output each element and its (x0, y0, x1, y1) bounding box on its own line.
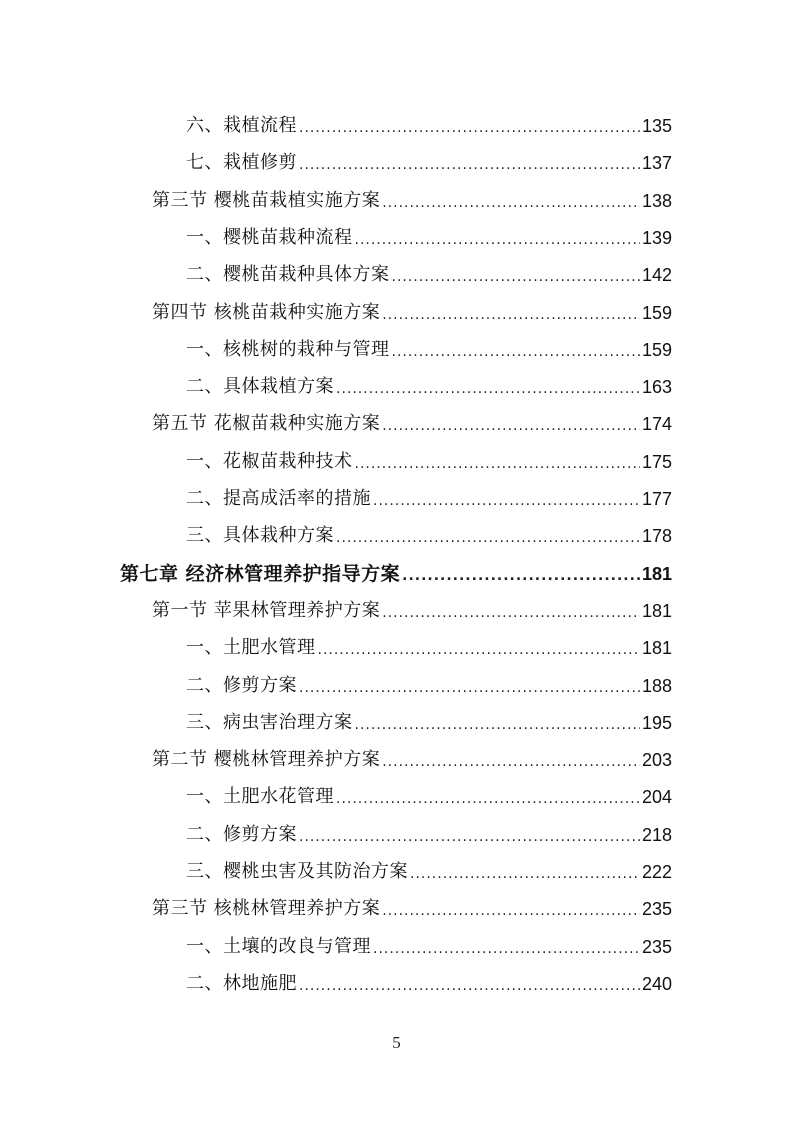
toc-entry[interactable] (152, 734, 672, 771)
toc-entry[interactable] (186, 510, 672, 547)
toc-entry[interactable] (152, 287, 672, 324)
toc-entry-title: 三、具体栽种方案 (186, 525, 334, 547)
toc-dot-leader (299, 828, 640, 846)
toc-entry-page: 181 (641, 600, 672, 621)
toc-dot-leader (382, 417, 640, 435)
toc-entry-title: 六、栽植流程 (186, 115, 297, 136)
toc-entry[interactable] (186, 697, 672, 734)
toc-dot-leader (299, 119, 640, 137)
toc-entry[interactable] (186, 846, 672, 883)
toc-entry-page: 222 (641, 862, 672, 882)
toc-entry[interactable] (186, 771, 672, 808)
toc-entry-title: 二、提高成活率的措施 (186, 488, 371, 509)
toc-dot-leader (355, 231, 640, 249)
toc-entry[interactable] (186, 137, 672, 174)
toc-entry-title: 第五节 花椒苗栽种实施方案 (152, 413, 381, 435)
toc-dot-leader (355, 716, 640, 734)
toc-dot-leader (318, 641, 640, 659)
toc-entry-page: 218 (641, 824, 672, 845)
toc-dot-leader (410, 865, 640, 883)
toc-dot-leader (402, 567, 640, 585)
toc-entry-page: 235 (641, 899, 672, 920)
toc-entry[interactable] (186, 100, 672, 137)
toc-entry-page: 138 (641, 190, 672, 211)
toc-dot-leader (355, 455, 640, 473)
toc-entry-title: 第一节 苹果林管理养护方案 (152, 599, 381, 621)
toc-entry-page: 181 (641, 638, 672, 659)
toc-dot-leader (373, 940, 640, 958)
toc-entry[interactable] (152, 175, 672, 212)
toc-entry-page: 204 (641, 787, 672, 808)
toc-entry-title: 第三节 樱桃苗栽植实施方案 (152, 189, 381, 211)
toc-entry[interactable] (186, 212, 672, 249)
toc-dot-leader (392, 343, 640, 361)
toc-entry-title: 二、具体栽植方案 (186, 376, 334, 398)
toc-entry[interactable] (152, 398, 672, 435)
toc-entry[interactable] (152, 883, 672, 920)
toc-dot-leader (382, 753, 640, 771)
toc-entry[interactable] (186, 622, 672, 659)
page-number: 5 (392, 1033, 401, 1052)
toc-entry-title: 三、樱桃虫害及其防治方案 (186, 861, 408, 882)
toc-dot-leader (336, 380, 640, 398)
toc-entry-page: 177 (641, 489, 672, 509)
toc-entry[interactable] (186, 324, 672, 361)
toc-entry-title: 一、土肥水管理 (186, 637, 316, 659)
toc-entry-title: 一、土肥水花管理 (186, 786, 334, 808)
toc-dot-leader (382, 604, 640, 622)
toc-entry-title: 第二节 樱桃林管理养护方案 (152, 749, 381, 771)
toc-entry-title: 三、病虫害治理方案 (186, 711, 353, 733)
toc-dot-leader (392, 268, 640, 286)
toc-entry[interactable] (186, 249, 672, 286)
toc-entry-page: 240 (641, 973, 672, 994)
toc-entry-title: 七、栽植修剪 (186, 152, 297, 174)
toc-entry[interactable] (186, 436, 672, 473)
toc-entry[interactable] (120, 548, 672, 585)
toc-entry-page: 195 (641, 712, 672, 733)
toc-entry-title: 一、花椒苗栽种技术 (186, 450, 353, 472)
toc-dot-leader (373, 492, 640, 510)
toc-entry-title: 一、核桃树的栽种与管理 (186, 338, 390, 360)
toc-entry[interactable] (186, 809, 672, 846)
toc-entry-page: 174 (641, 414, 672, 435)
toc-entry-title: 二、樱桃苗栽种具体方案 (186, 264, 390, 286)
toc-entry-title: 第七章 经济林管理养护指导方案 (120, 562, 401, 585)
toc-entry[interactable] (186, 958, 672, 995)
toc-entry-page: 178 (641, 526, 672, 547)
toc-entry-title: 一、土壤的改良与管理 (186, 935, 371, 957)
toc-entry-page: 181 (641, 563, 672, 584)
toc-entry-title: 二、修剪方案 (186, 823, 297, 845)
toc-entry-page: 203 (641, 750, 672, 771)
toc-entry-page: 163 (641, 377, 672, 398)
toc-entry-title: 一、樱桃苗栽种流程 (186, 226, 353, 248)
toc-dot-leader (382, 306, 640, 324)
toc-entry-page: 159 (641, 302, 672, 323)
toc-entry-title: 二、修剪方案 (186, 674, 297, 696)
toc-entry-title: 第四节 核桃苗栽种实施方案 (152, 301, 381, 323)
toc-entry-page: 235 (641, 936, 672, 957)
toc-entry[interactable] (152, 585, 672, 622)
toc-entry-title: 第三节 核桃林管理养护方案 (152, 898, 381, 920)
toc-entry-page: 142 (641, 265, 672, 286)
toc-entry-page: 188 (641, 675, 672, 696)
toc-entry-page: 135 (641, 116, 672, 136)
toc-dot-leader (382, 902, 640, 920)
toc-dot-leader (382, 194, 640, 212)
toc-entry-page: 175 (641, 451, 672, 472)
toc-entry[interactable] (186, 473, 672, 510)
toc-entry[interactable] (186, 660, 672, 697)
toc-dot-leader (299, 679, 640, 697)
toc-entry-page: 139 (641, 227, 672, 248)
toc-dot-leader (336, 529, 640, 547)
toc-dot-leader (336, 790, 640, 808)
toc-dot-leader (299, 977, 640, 995)
toc-entry-page: 159 (641, 339, 672, 360)
toc-dot-leader (299, 156, 640, 174)
toc-entry-page: 137 (641, 153, 672, 174)
toc-entry[interactable] (186, 361, 672, 398)
toc-entry[interactable] (186, 921, 672, 958)
toc-entry-title: 二、林地施肥 (186, 972, 297, 994)
